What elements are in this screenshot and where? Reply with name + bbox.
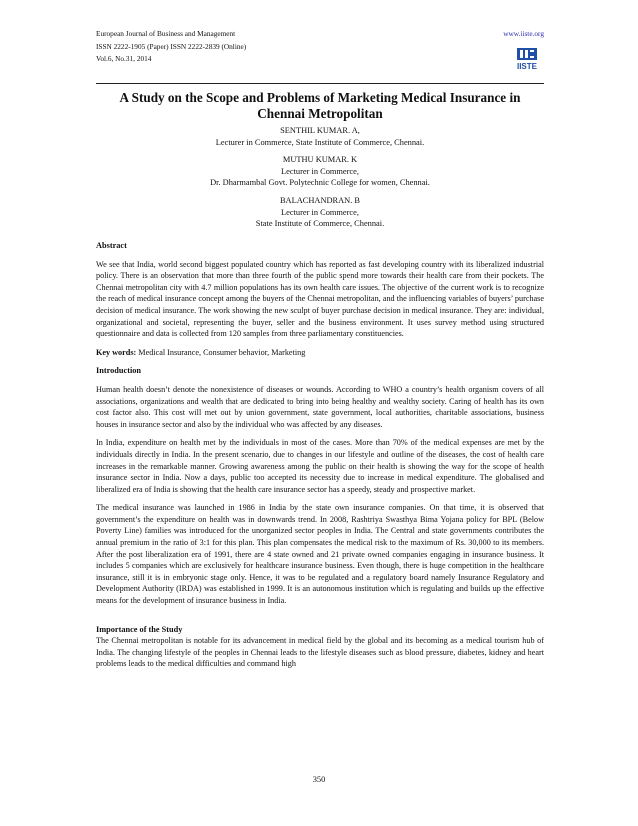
author-name: BALACHANDRAN. B <box>279 195 361 205</box>
author-block <box>96 195 544 230</box>
journal-header <box>96 28 544 66</box>
introduction-paragraph: The medical insurance was launched in 1986 in India by the state own insurance companies. On that time, it is observed that government’s the expenditure on health was in downwards trend. In 2008, Rashtriya Swasthya Bima Yojana policy for BPL (Below Poverty Line) families was introduced for the unorganized sector peoples in India. The Central and state governments contributes the annual premium in the ratio of 3:1 for this plan. This plan compensates the medical risk to the maximum of Rs. 30,000 to its members. After the post liberalization era of 1991, there are 4 state owned and 21 private owned companies engaging in insurance business. It includes 5 companies which are exclusively for healthcare insurance business. Even though, there is huge competition in the healthcare insurance, still it is in embryonic stage only. Hence, it was to be regulated and a regulatory board namely Insurance Regulatory and Development Authority (IRDA) was established in 1999. It is an autonomous institution which is regulating and builds up the effective means for the development of insurance business in India. <box>96 503 544 606</box>
paper-title: A Study on the Scope and Problems of Marketing Medical Insurance in Chennai Metropolitan <box>119 90 521 121</box>
header-divider <box>96 83 544 84</box>
author-list <box>96 125 544 236</box>
author-affiliation: State Institute of Commerce, Chennai. <box>255 219 385 229</box>
introduction-paragraph: In India, expenditure on health met by the individuals in most of the cases. More than 70% of the medical expenses are met by the individuals directly in India. In the present scenario, due to changes in our lifestyle and outline of the diseases, the cost of health care increases in the remarkable manner. Growing awareness among the public on their health is showing the way for the scope of health insurance sector in India. Now a days, public too accepted its necessity due to increase in medical expenditure. The globalised and liberalized era of India is showing that the health care insurance sector has a speedy, steady and prospective market. <box>96 438 544 494</box>
page-number: 350 <box>312 775 326 784</box>
author-block <box>96 154 544 189</box>
abstract-text: We see that India, world second biggest populated country which has reported as fast developing country with its liberalized industrial policy. There is an observation that more than three fourth of the public spend more towards their health care from their pockets. The Chennai metropolitan city with 4.7 million populations has its own health care issues. The objective of the current work is to recognize the reach of medical insurance concept among the buyers of the Chennai metropolitan, and the influencing variables of buyers’ purchase decision of medical insurance. The work showing the new sculpt of buyer purchase decision in medical insurance. They are: individual, organizational and societal, representing the buyer, seller and the business environment. It uses survey method using structured questionnaire and data is collected from 120 samples from three parliamentary constituencies. <box>96 259 544 339</box>
keywords-label: Key words: <box>96 347 137 357</box>
importance-text: The Chennai metropolitan is notable for its advancement in medical field by the global and its becoming as a medical tourism hub of India. The changing lifestyle of the peoples in Chennai leads to the lifestyle diseases such as blood pressure, diabetes, kidney and heart problems leads to the medical difficulties and command high <box>96 636 544 669</box>
author-block <box>96 125 544 148</box>
journal-name: European Journal of Business and Management <box>96 29 236 38</box>
author-name: SENTHIL KUMAR. A, <box>280 126 360 135</box>
paper-body <box>96 240 544 677</box>
abstract-heading: Abstract <box>96 241 127 250</box>
importance-heading: Importance of the Study <box>96 624 183 634</box>
iiste-logo-icon <box>514 46 540 72</box>
introduction-heading: Introduction <box>96 366 142 376</box>
journal-website-link[interactable]: www.iiste.org <box>503 29 544 38</box>
keywords <box>96 347 544 359</box>
author-affiliation: Lecturer in Commerce, State Institute of Commerce, Chennai. <box>215 137 425 147</box>
journal-volume: Vol.6, No.31, 2014 <box>96 54 152 63</box>
logo-text: IISTE <box>516 62 538 71</box>
introduction-paragraph: Human health doesn’t denote the nonexistence of diseases or wounds. According to WHO a country’s health organism covers of all associations, organizations and wealth that are dedicated to bring into being healthy and wealthy society. Caring of health has its own cost factor also. This cost will met out by union government, state government, local authorities, charitable associations, business houses in insurance sector and also by the individual who was affected by any diseases. <box>96 384 544 429</box>
importance-section <box>96 624 544 670</box>
author-affiliation: Lecturer in Commerce, <box>281 207 359 217</box>
journal-issn: ISSN 2222-1905 (Paper) ISSN 2222-2839 (Online) <box>96 41 247 51</box>
keywords-text: Medical Insurance, Consumer behavior, Marketing <box>136 347 306 357</box>
author-affiliation: Dr. Dharmambal Govt. Polytechnic College for women, Chennai. <box>210 178 430 188</box>
author-affiliation: Lecturer in Commerce, <box>281 166 359 176</box>
author-name: MUTHU KUMAR. K <box>282 155 358 165</box>
